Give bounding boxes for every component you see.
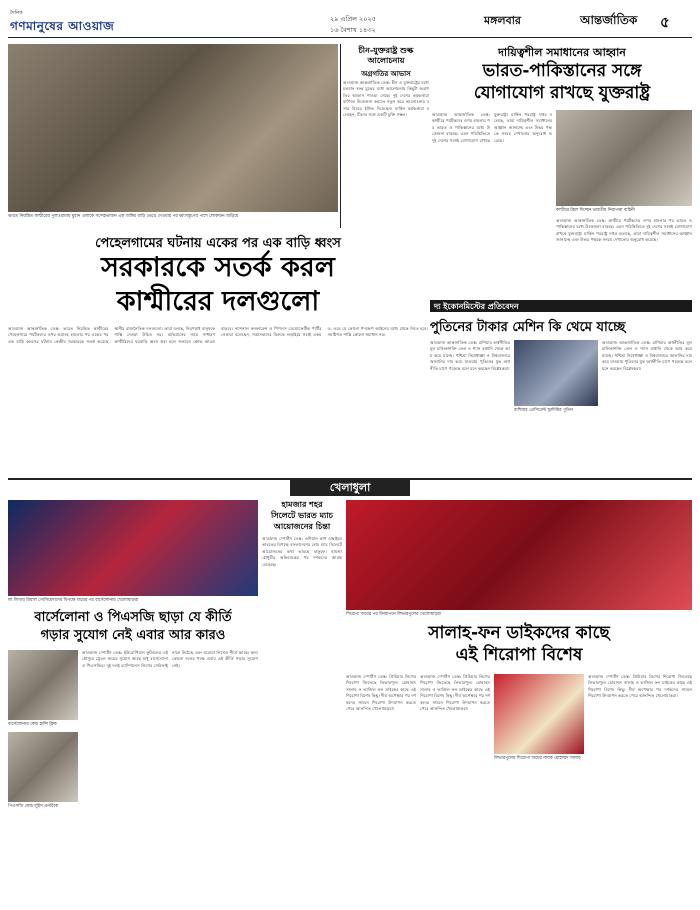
story3-body-cont: আওয়াজ আন্তর্জাতিক ডেস্ক: কাশ্মীরে পর্যটকদের ওপর হামলার পর ভারত ও পাকিস্তানের মধ্যে উত্তেজনা বাড়ছে। এমন পরিস্থিতিতে দুই দেশের সঙ্গেই যোগাযোগ রাখছে যুক্তরাষ্ট্র। মার্কিন পররাষ্ট্র দপ্তর বলেছে, তারা দায়িত্বশীল সমাধানের আহ্বান জানাচ্ছে এবং উভয় পক্ষকে সংযম দেখানোর অনুরোধ করেছে। — [556, 218, 692, 243]
story4-body: আওয়াজ আন্তর্জাতিক ডেস্ক: রাশিয়ার অর্থনীতির মূল চালিকাশক্তি তেল ও গ্যাস রপ্তানি থেকে আয় কমে যাচ্ছে। পশ্চিমা নিষেধাজ্ঞা ও বিশ্ববাজারে জ্বালানির দাম কমে যাওয়ায় পুতিনের যুদ্ধ অর্থনীতি চাপে পড়েছে বলে মনে করছেন বিশ্লেষকরা। — [430, 340, 510, 371]
section-name: আন্তর্জাতিক — [580, 13, 638, 27]
sports-body-right-col2: আওয়াজ স্পোর্টস ডেস্ক: প্রিমিয়ার লিগের শিরোপা জিতেছে লিভারপুল। মোহাম্মদ সালাহ ও ভার্জিল ফন ডাইকের কাছে এই শিরোপা বিশেষ কিছু। দীর্ঘ অপেক্ষার পর দর্শকদের সামনে শিরোপা উদযাপন করতে পেরে আনন্দিত খেলোয়াড়রা। — [420, 674, 490, 712]
sports-body-right: আওয়াজ স্পোর্টস ডেস্ক: প্রিমিয়ার লিগের শিরোপা জিতেছে লিভারপুল। মোহাম্মদ সালাহ ও ভার্জিল ফন ডাইকের কাছে এই শিরোপা বিশেষ কিছু। দীর্ঘ অপেক্ষার পর দর্শকদের সামনে শিরোপা উদযাপন করতে পেরে আনন্দিত খেলোয়াড়রা। — [346, 674, 416, 712]
newspaper-logo — [10, 10, 140, 34]
logo-tagline: দৈনিক — [10, 10, 23, 16]
salah-photo — [494, 674, 584, 754]
story3-kicker: দায়িত্বশীল সমাধানের আহ্বান — [498, 46, 626, 59]
story2-subhead: অগ্রগতির আভাস — [361, 70, 411, 78]
story4-banner: দ্য ইকোনমিস্টের প্রতিবেদন — [430, 300, 692, 312]
enrique-photo — [8, 732, 78, 802]
story4-headline: পুতিনের টাকার মেশিন কি থেমে যাচ্ছে — [430, 320, 626, 335]
sports-mid-kicker-1: হামজার শহর — [281, 500, 323, 509]
liverpool-photo — [346, 500, 692, 610]
sports-caption-left: লা লিগায় রিয়াল সোসিয়েদাদের বিপক্ষে জয়ের পর বার্সেলোনার খেলোয়াড়রা — [8, 598, 139, 603]
inset-caption: লিভারপুলের শিরোপা জয়ের নায়ক মোহাম্মদ সালাহ — [494, 756, 581, 761]
story3-caption: কাশ্মীরে টহল দিচ্ছেন ভারতীয় নিরাপত্তা বাহিনী — [556, 208, 635, 213]
story1-kicker: পেহেলগামের ঘটনায় একের পর এক বাড়ি ধ্বংস — [95, 236, 341, 251]
story4-body-cont: আওয়াজ আন্তর্জাতিক ডেস্ক: রাশিয়ার অর্থনীতির মূল চালিকাশক্তি তেল ও গ্যাস রপ্তানি থেকে আয় কমে যাচ্ছে। পশ্চিমা নিষেধাজ্ঞা ও বিশ্ববাজারে জ্বালানির দাম কমে যাওয়ায় পুতিনের যুদ্ধ অর্থনীতি চাপে পড়েছে বলে মনে করছেন বিশ্লেষকরা। — [602, 340, 692, 371]
story1-body: আওয়াজ আন্তর্জাতিক ডেস্ক: ভারত নিয়ন্ত্রিত কাশ্মীরের পেহেলগামে পর্যটকদের ওপর ভয়াবহ হামলার পর একের পর এক বাড়ি ধ্বংসের ঘটনায় কেন্দ্রীয় সরকারকে সতর্ক করেছে স্থানীয় রাজনৈতিক দলগুলো। তারা বলছে, নিরপরাধ মানুষকে শাস্তি দেওয়া উচিত নয়। অভিযানের নামে সাধারণ কাশ্মীরিদের ঘরবাড়ি ধ্বংস করা হলে জনমনে ক্ষোভ আরও বাড়বে। ন্যাশনাল কনফারেন্স ও পিপলস ডেমোক্রেটিক পার্টির নেতারা বলেছেন, সন্ত্রাসবাদের বিরুদ্ধে লড়াইয়ে সবাই একমত, তবে যে কোনো পদক্ষেপ আইনের মধ্যে থেকে নিতে হবে। সমষ্টিগত শাস্তি কোনো সমাধান নয়। — [8, 326, 428, 344]
coach-caption-2: পিএসজি কোচ লুইস এনরিকে — [8, 804, 59, 809]
story1-caption: ভারত নিয়ন্ত্রিত কাশ্মীরের পুলওয়ামায় মুরান এলাকে সন্দেহভাজন এক জঙ্গির বাড়ি ভেঙে দেওয়ার পর ধ্বংসস্তূপের পাশে লোকজন জড়িয়ে — [8, 214, 239, 219]
weekday: মঙ্গলবার — [484, 14, 521, 27]
logo-name: গণমানুষের আওয়াজ — [10, 19, 115, 33]
sports-headline-right-1: সালাহ-ফন ডাইকদের কাছে — [428, 623, 610, 643]
putin-photo — [514, 340, 598, 406]
sports-mid-kicker-2: সিলেটে ভারত ম্যাচ — [271, 511, 333, 520]
sports-headline-left-1: বার্সেলোনা ও পিএসজি ছাড়া যে কীর্তি — [34, 610, 232, 625]
coach-caption-1: বার্সেলোনার কোচ হান্সি ফ্লিক — [8, 722, 57, 727]
date-block — [330, 14, 376, 36]
column-divider — [340, 44, 341, 228]
page-number: ৫ — [660, 13, 670, 31]
sports-headline-right-2: এই শিরোপা বিশেষ — [455, 645, 583, 665]
sports-caption-right: শিরোপা জয়ের পর উদযাপনে লিভারপুলের খেলোয়াড়রা — [346, 612, 442, 617]
story2-kicker: চীন-যুক্তরাষ্ট্র শুল্ক আলোচনায় — [358, 46, 414, 65]
sports-body-mid: আওয়াজ স্পোর্টস ডেস্ক: এশিয়ান কাপ বাছাইয়ে ভারতের বিপক্ষে বাংলাদেশের হোম ম্যাচ সিলেটে আয়োজনের কথা ভাবছে বাফুফে। হামজা চৌধুরীর অভিষেকের পর দর্শকদের আগ্রহ বেড়েছে। — [262, 536, 342, 567]
barcelona-photo — [8, 500, 258, 596]
story1-headline-2: কাশ্মীরের দলগুলো — [116, 286, 320, 317]
flick-photo — [8, 650, 78, 720]
date-english: ২৯ এপ্রিল ২০২৫ — [330, 15, 376, 23]
story2-body: আওয়াজ আন্তর্জাতিক ডেস্ক: চীন ও যুক্তরাষ্ট্রের মধ্যে চলমান শুল্ক যুদ্ধের মধ্যে আলোচনায় কিছুটা অগ্রগতির আভাস পাওয়া গেছে। দুই দেশের কর্মকর্তারা বাণিজ্য উত্তেজনা কমাতে নতুন করে আলোচনায় বসার বিষয়ে ইঙ্গিত দিয়েছেন। মার্কিন কর্মকর্তারা বলেছেন, চীনের সঙ্গে একটি চুক্তি সম্ভব। — [343, 80, 429, 118]
sports-body-right-col3: আওয়াজ স্পোর্টস ডেস্ক: প্রিমিয়ার লিগের শিরোপা জিতেছে লিভারপুল। মোহাম্মদ সালাহ ও ভার্জিল ফন ডাইকের কাছে এই শিরোপা বিশেষ কিছু। দীর্ঘ অপেক্ষার পর দর্শকদের সামনে শিরোপা উদযাপন করতে পেরে আনন্দিত খেলোয়াড়রা। — [588, 674, 692, 699]
sports-headline-left-2: গড়ার সুযোগ নেই এবার আর কারও — [40, 628, 226, 643]
sports-body-left: আওয়াজ স্পোর্টস ডেস্ক: ইউরোপিয়ান ফুটবলের এই মৌসুমে ট্রেবল জয়ের সুযোগ আছে শুধু বার্সেলোনা ও পিএসজির। দুই দলই চ্যাম্পিয়নস লিগের সেমিফাইনালে উঠেছে এবং ঘরোয়া লিগেও শীর্ষে আছে। অন্য কোনো দলের পক্ষে এবার এই কীর্তি গড়ার সুযোগ নেই। — [82, 650, 258, 668]
story3-headline-2: যোগাযোগ রাখছে যুক্তরাষ্ট্র — [473, 83, 651, 103]
date-bangla: ১৬ বৈশাখ ১৪৩২ — [330, 26, 376, 34]
sports-mid-kicker-3: আয়োজনের চিন্তা — [273, 522, 331, 531]
story3-headline-1: ভারত-পাকিস্তানের সঙ্গে — [482, 61, 642, 81]
border-patrol-photo — [556, 110, 692, 206]
story3-body: আওয়াজ আন্তর্জাতিক ডেস্ক: কাশ্মীরে পর্যটকদের ওপর হামলার পর ভারত ও পাকিস্তানের মধ্যে উত্তেজনা বাড়ছে। এমন পরিস্থিতিতে দুই দেশের সঙ্গেই যোগাযোগ রাখছে যুক্তরাষ্ট্র। মার্কিন পররাষ্ট্র দপ্তর বলেছে, তারা দায়িত্বশীল সমাধানের আহ্বান জানাচ্ছে এবং উভয় পক্ষকে সংযম দেখানোর অনুরোধ করেছে। — [432, 112, 552, 143]
sports-section-title: খেলাধুলা — [290, 480, 410, 496]
destroyed-house-photo — [8, 44, 338, 212]
story4-caption: রাশিয়ার প্রেসিডেন্ট ভ্লাদিমির পুতিন — [514, 408, 573, 413]
story1-headline-1: সরকারকে সতর্ক করল — [101, 252, 335, 283]
